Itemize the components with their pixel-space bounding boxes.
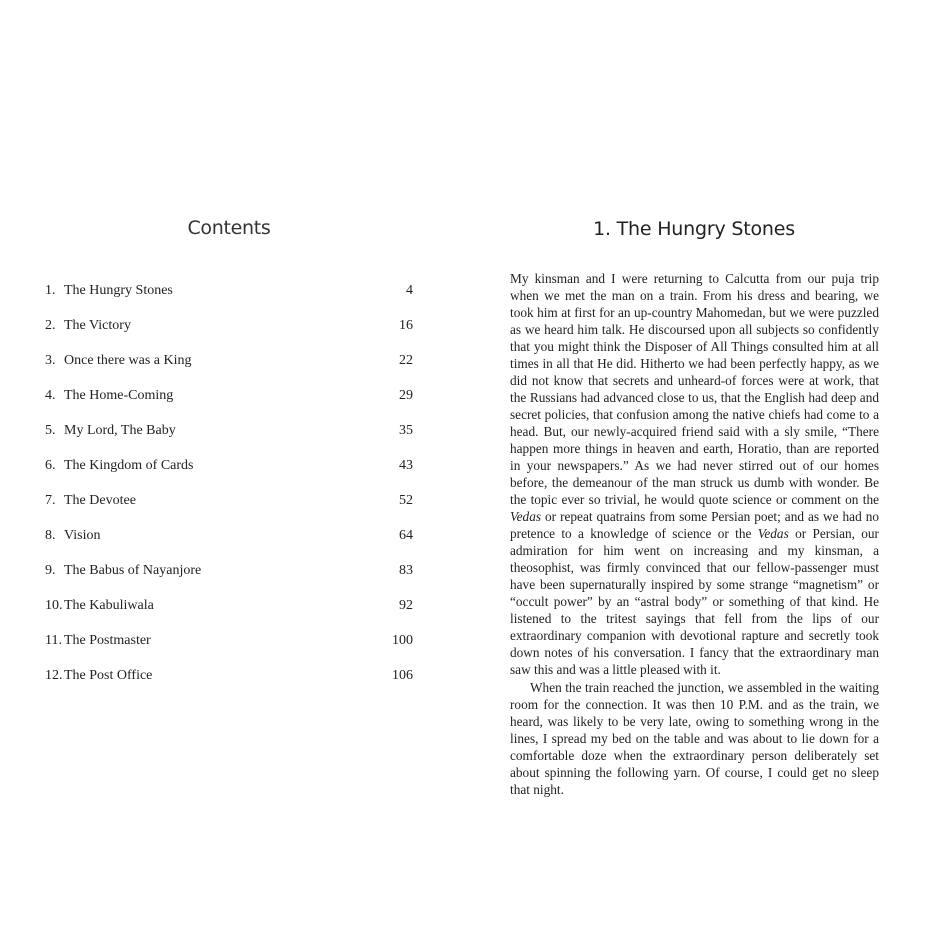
toc-number: 6. xyxy=(45,458,56,473)
toc-entry[interactable] xyxy=(45,561,413,596)
toc-title: The Postmaster xyxy=(64,633,151,648)
toc-page-number: 92 xyxy=(399,598,413,613)
toc-number: 2. xyxy=(45,318,56,333)
toc-number: 9. xyxy=(45,563,56,578)
toc-entry[interactable] xyxy=(45,666,413,701)
toc-title: Once there was a King xyxy=(64,353,192,368)
toc-title: The Devotee xyxy=(64,493,136,508)
toc-entry[interactable] xyxy=(45,526,413,561)
toc-title: The Victory xyxy=(64,318,131,333)
toc-entry[interactable] xyxy=(45,386,413,421)
toc-title: The Kabuliwala xyxy=(64,598,154,613)
table-of-contents xyxy=(45,281,413,701)
toc-entry[interactable] xyxy=(45,631,413,666)
toc-title: The Home-Coming xyxy=(64,388,174,403)
italic-term: Vedas xyxy=(510,509,542,524)
chapter-title: 1. The Hungry Stones xyxy=(593,218,795,240)
toc-entry[interactable] xyxy=(45,316,413,351)
italic-term: Vedas xyxy=(757,526,789,541)
toc-page-number: 100 xyxy=(392,633,413,648)
contents-heading: Contents xyxy=(187,217,271,239)
chapter-page xyxy=(470,0,940,940)
paragraph-text: My kinsman and I were returning to Calcutta from our puja trip when we met the man on a train. From his dress and bearing, we took him at first for an up-country Mahomedan, but we were puzzled as we heard him talk. He discoursed upon all subjects so confidently that you might think the Disposer of All Things consulted him at all times in all that He did. Hitherto we had been perfectly happy, as we did not know that secrets and unheard-of forces were at work, that the Russians had advanced close to us, that the English had deep and secret policies, that confusion among the native chiefs had come to a head. But, our newly-acquired friend said with a sly smile, “There happen more things in heaven and earth, Horatio, than are reported in your newspapers.” As we had never stirred out of our homes before, the demeanour of the man struck us dumb with wonder. Be the topic ever so trivial, he would quote science or comment on the xyxy=(510,271,879,507)
toc-number: 1. xyxy=(45,283,56,298)
paragraph-text: or repeat quatrains from some Persian poet; and as we had no pretence to a knowledge of science or the xyxy=(510,509,879,541)
toc-entry[interactable] xyxy=(45,456,413,491)
paragraph xyxy=(510,270,879,678)
toc-page-number: 64 xyxy=(399,528,413,543)
toc-page-number: 83 xyxy=(399,563,413,578)
toc-entry[interactable] xyxy=(45,281,413,316)
toc-entry[interactable] xyxy=(45,351,413,386)
paragraph: When the train reached the junction, we assembled in the waiting room for the connection. It was then 10 P.M. and as the train, we heard, was likely to be very late, owing to something wrong in the lines, I spread my bed on the table and was about to lie down for a comfortable doze when the extraordinary person deliberately set about spinning the following yarn. Of course, I could get no sleep that night. xyxy=(510,680,879,797)
toc-number: 5. xyxy=(45,423,56,438)
paragraph-text: or Persian, our admiration for him went on increasing and my kinsman, a theosophist, was firmly convinced that our fellow-passenger must have been supernaturally inspired by some strange “magnetism” or “occult power” by an “astral body” or something of that kind. He listened to the tritest sayings that fell from the lips of our extraordinary companion with devotional rapture and secretly took down notes of his conversation. I fancy that the extraordinary man saw this and was a little pleased with it. xyxy=(510,526,879,677)
toc-page-number: 29 xyxy=(399,388,413,403)
toc-number: 3. xyxy=(45,353,56,368)
toc-number: 10. xyxy=(45,598,63,613)
toc-page-number: 22 xyxy=(399,353,413,368)
toc-page-number: 106 xyxy=(392,668,413,683)
toc-title: The Hungry Stones xyxy=(64,283,173,298)
toc-number: 11. xyxy=(45,633,62,648)
toc-title: Vision xyxy=(64,528,101,543)
toc-page-number: 4 xyxy=(406,283,413,298)
toc-entry[interactable] xyxy=(45,421,413,456)
toc-number: 12. xyxy=(45,668,63,683)
toc-page-number: 16 xyxy=(399,318,413,333)
toc-number: 7. xyxy=(45,493,56,508)
toc-title: My Lord, The Baby xyxy=(64,423,176,438)
toc-number: 4. xyxy=(45,388,56,403)
toc-page-number: 35 xyxy=(399,423,413,438)
toc-title: The Kingdom of Cards xyxy=(64,458,194,473)
toc-page-number: 43 xyxy=(399,458,413,473)
toc-title: The Babus of Nayanjore xyxy=(64,563,202,578)
toc-entry[interactable] xyxy=(45,491,413,526)
toc-title: The Post Office xyxy=(64,668,153,683)
toc-number: 8. xyxy=(45,528,56,543)
toc-page-number: 52 xyxy=(399,493,413,508)
chapter-body xyxy=(510,270,879,798)
toc-entry[interactable] xyxy=(45,596,413,631)
